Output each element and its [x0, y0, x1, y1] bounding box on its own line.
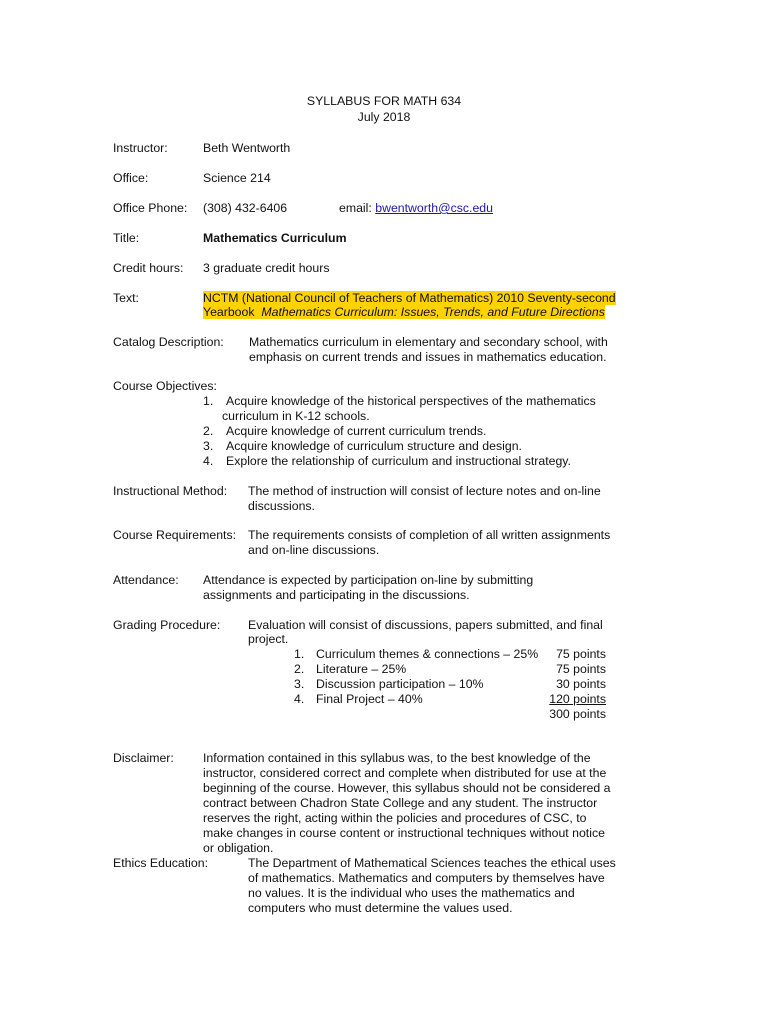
grading-item-points	[505, 692, 606, 707]
objective-text: Acquire knowledge of the historical perspectives of the mathematics	[226, 394, 596, 408]
catalog-label: Catalog Description:	[113, 335, 224, 349]
credit-value: 3 graduate credit hours	[203, 261, 330, 275]
instructor-value: Beth Wentworth	[203, 141, 291, 155]
grading-item-number: 2.	[294, 662, 305, 676]
credit-label: Credit hours:	[113, 261, 184, 275]
grading-item-points-underlined: 120 points	[549, 692, 606, 706]
disclaimer-line: Information contained in this syllabus was, to the best knowledge of the	[203, 751, 591, 765]
course-title-label: Title:	[113, 231, 140, 245]
text-label: Text:	[113, 291, 139, 305]
grading-item-number: 1.	[294, 647, 305, 661]
grading-item-number: 4.	[294, 692, 305, 706]
office-label: Office:	[113, 171, 149, 185]
textbook-line-2	[203, 305, 605, 320]
instructional-label: Instructional Method:	[113, 484, 228, 498]
textbook-line-1	[203, 291, 616, 306]
catalog-line: Mathematics curriculum in elementary and secondary school, with	[249, 335, 608, 349]
objective-number: 2.	[203, 424, 214, 438]
textbook-line-1-text: NCTM (National Council of Teachers of Mathematics) 2010 Seventy-second	[203, 291, 616, 305]
attendance-line: Attendance is expected by participation on-line by submitting	[203, 573, 534, 587]
attendance-label: Attendance:	[113, 573, 179, 587]
disclaimer-line: make changes in course content or instructional techniques without notice	[203, 826, 605, 840]
objective-number: 4.	[203, 454, 214, 468]
textbook-line-2-plain: Yearbook	[203, 305, 255, 319]
grading-item-text: Discussion participation – 10%	[316, 677, 484, 691]
grading-total: 300 points	[549, 707, 606, 721]
grading-item-points: 30 points	[556, 677, 606, 691]
attendance-line: assignments and participating in the discussions.	[203, 588, 470, 602]
grading-item-points: 75 points	[556, 662, 606, 676]
disclaimer-line: beginning of the course. However, this syllabus should not be considered a	[203, 781, 611, 795]
objective-number: 1.	[203, 394, 214, 408]
requirements-line: The requirements consists of completion of all written assignments	[248, 528, 611, 542]
disclaimer-label: Disclaimer:	[113, 751, 174, 765]
objective-text: curriculum in K-12 schools.	[222, 409, 370, 423]
requirements-line: and on-line discussions.	[248, 543, 380, 557]
course-title-value: Mathematics Curriculum	[203, 231, 347, 245]
grading-item-text: Final Project – 40%	[316, 692, 423, 706]
ethics-line: computers who must determine the values used.	[248, 901, 513, 915]
requirements-label: Course Requirements:	[113, 528, 237, 542]
ethics-label: Ethics Education:	[113, 856, 209, 870]
disclaimer-line: instructor, considered correct and complete when distributed for use at the	[203, 766, 607, 780]
document-title: SYLLABUS FOR MATH 634	[306, 94, 462, 108]
grading-item-points: 75 points	[556, 647, 606, 661]
phone-label: Office Phone:	[113, 201, 188, 215]
office-value: Science 214	[203, 171, 271, 185]
ethics-line: no values. It is the individual who uses the mathematics and	[248, 886, 575, 900]
instructional-line: The method of instruction will consist of lecture notes and on-line	[248, 484, 601, 498]
catalog-line: emphasis on current trends and issues in mathematics education.	[249, 350, 607, 364]
objective-text: Acquire knowledge of current curriculum trends.	[226, 424, 487, 438]
textbook-line-2-italic: Mathematics Curriculum: Issues, Trends, and Future Directions	[261, 305, 605, 319]
disclaimer-line: reserves the right, acting within the policies and procedures of CSC, to	[203, 811, 587, 825]
disclaimer-line: or obligation.	[203, 841, 274, 855]
instructor-label: Instructor:	[113, 141, 168, 155]
disclaimer-line: contract between Chadron State College and any student. The instructor	[203, 796, 598, 810]
grading-line: project.	[248, 632, 289, 646]
grading-line: Evaluation will consist of discussions, papers submitted, and final	[248, 618, 603, 632]
ethics-line: of mathematics. Mathematics and computers by themselves have	[248, 871, 605, 885]
email-link[interactable]: bwentworth@csc.edu	[375, 201, 493, 215]
grading-item-text: Curriculum themes & connections – 25%	[316, 647, 539, 661]
objective-text: Acquire knowledge of curriculum structure and design.	[226, 439, 522, 453]
instructional-line: discussions.	[248, 499, 315, 513]
grading-label: Grading Procedure:	[113, 618, 221, 632]
objective-text: Explore the relationship of curriculum and instructional strategy.	[226, 454, 571, 468]
objective-number: 3.	[203, 439, 214, 453]
document-date: July 2018	[357, 110, 411, 124]
objectives-label: Course Objectives:	[113, 379, 217, 393]
email-line	[339, 201, 493, 216]
ethics-line: The Department of Mathematical Sciences teaches the ethical uses	[248, 856, 616, 870]
grading-item-number: 3.	[294, 677, 305, 691]
phone-value: (308) 432-6406	[203, 201, 288, 215]
email-label: email:	[339, 201, 372, 215]
grading-item-text: Literature – 25%	[316, 662, 407, 676]
